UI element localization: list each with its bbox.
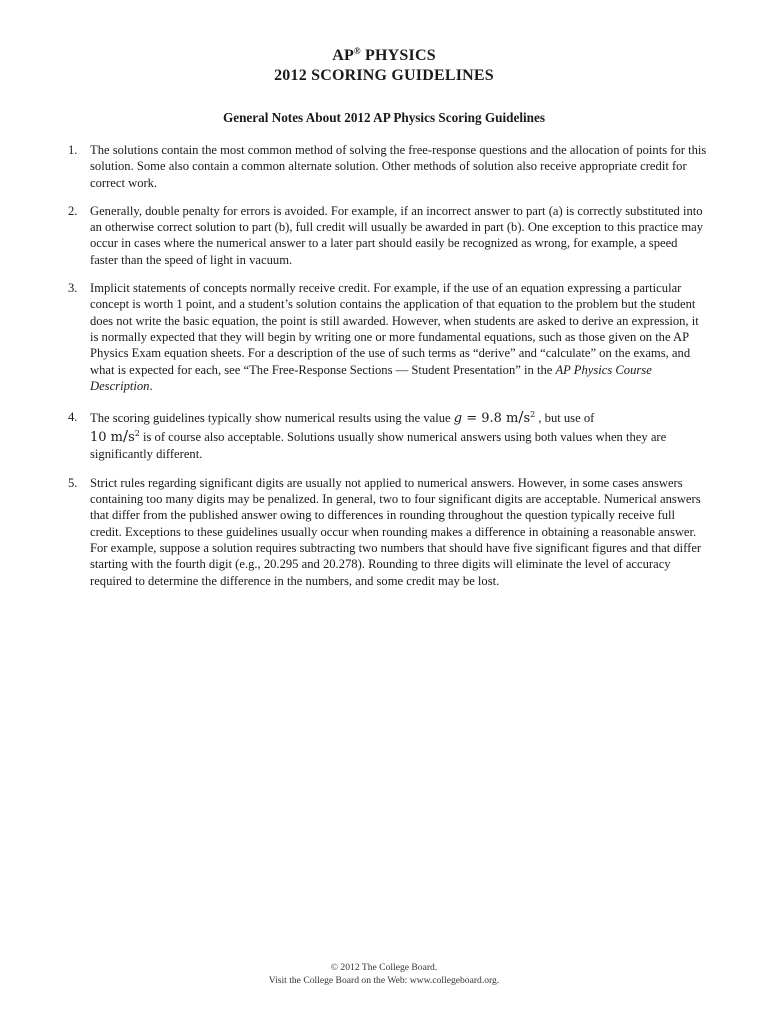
note-number: 5.: [68, 475, 78, 490]
note-number: 2.: [68, 203, 78, 218]
note-item-1: [68, 142, 708, 191]
note-item-3: [68, 280, 708, 394]
note-text: [90, 280, 708, 394]
note-text: The solutions contain the most common method of solving the free-response questions and the allocation of points for this solution. Some also contain a common alternate solution. Other methods of solution also receive appropriate credit for correct work.: [90, 143, 707, 190]
equation-unit: s: [128, 430, 135, 446]
gravity-equation: [453, 408, 536, 427]
note-number: 3.: [68, 281, 78, 296]
footer-website: Visit the College Board on the Web: www.collegeboard.org.: [268, 975, 500, 986]
note-line: [90, 427, 667, 462]
page-footer: [0, 961, 768, 987]
header-physics-text: PHYSICS: [360, 47, 436, 64]
note-number: 1.: [68, 143, 78, 157]
slash-symbol: /: [518, 408, 524, 427]
note-item-2: [68, 203, 708, 268]
header-title-line1: [0, 46, 768, 66]
note-text-part: , but use of: [535, 411, 595, 426]
equation-exponent: 2: [134, 429, 140, 439]
slash-symbol: /: [123, 427, 129, 446]
note-text-part: The scoring guidelines typically show numerical results using the value: [90, 411, 454, 426]
notes-list: [68, 142, 708, 601]
header-title-line2: 2012 SCORING GUIDELINES: [274, 67, 494, 84]
header-ap-text: AP: [332, 47, 354, 64]
page-header: [0, 46, 768, 86]
note-text: [90, 406, 708, 463]
footer-copyright: © 2012 The College Board.: [330, 962, 438, 973]
note-item-4: [68, 406, 708, 463]
note-text-main: Implicit statements of concepts normally receive credit. For example, if the use of an equation expressing a particular concept is worth 1 point, and a student’s solution contains the application of that equation to the problem but the student does not write the basic equation, the point is still awarded. However, when students are asked to derive an expression, it is normally expected that they will begin by writing one or more fundamental equations, such as those given on the AP Physics Exam equation sheets. For a description of the use of such terms as “derive” and “calculate” on the exams, and what is expected for each, see “The Free-Response Sections — Student Presentation” in the: [90, 281, 699, 377]
note-line: [90, 406, 708, 428]
equation-variable: g: [453, 411, 463, 427]
section-subtitle: General Notes About 2012 AP Physics Scoring Guidelines: [222, 110, 545, 125]
course-description-title: AP Physics Course Description: [90, 362, 652, 393]
equation-exponent: 2: [530, 410, 536, 420]
registered-mark: ®: [353, 46, 361, 56]
equation-unit: s: [523, 411, 531, 427]
note-text: Generally, double penalty for errors is avoided. For example, if an incorrect answer to part (a) is correctly substituted into an otherwise correct solution to part (b), full credit will usually be awarded in part (b). One exception to this practice may occur in cases where the numerical answer to a later part should easily be recognized as wrong, for example, a speed faster than the speed of light in vacuum.: [90, 203, 704, 267]
note-text-part: is of course also acceptable. Solutions usually show numerical answers using both values when they are significantly different.: [90, 430, 667, 462]
note-text: Strict rules regarding significant digits are usually not applied to numerical answers. However, in some cases answers containing too many digits may be penalized. In general, two to four significant digits are acceptable. Numerical answers that differ from the published answer owing to differences in rounding throughout the question typically receive full credit. Exceptions to these guidelines usually occur when rounding makes a difference in obtaining a reasonable answer. For example, suppose a solution requires subtracting two numbers that should have five significant figures and that differ starting with the fourth digit (e.g., 20.295 and 20.278). Rounding to three digits will eliminate the level of accuracy required to determine the difference in the numbers, and some credit may be lost.: [90, 475, 702, 588]
note-item-5: [68, 475, 708, 589]
note-text-end: .: [149, 378, 153, 393]
equation-value: 10 m: [90, 430, 124, 446]
note-number: 4.: [68, 410, 78, 425]
equation-value: = 9.8 m: [462, 411, 519, 427]
alt-gravity-equation: [90, 427, 140, 446]
